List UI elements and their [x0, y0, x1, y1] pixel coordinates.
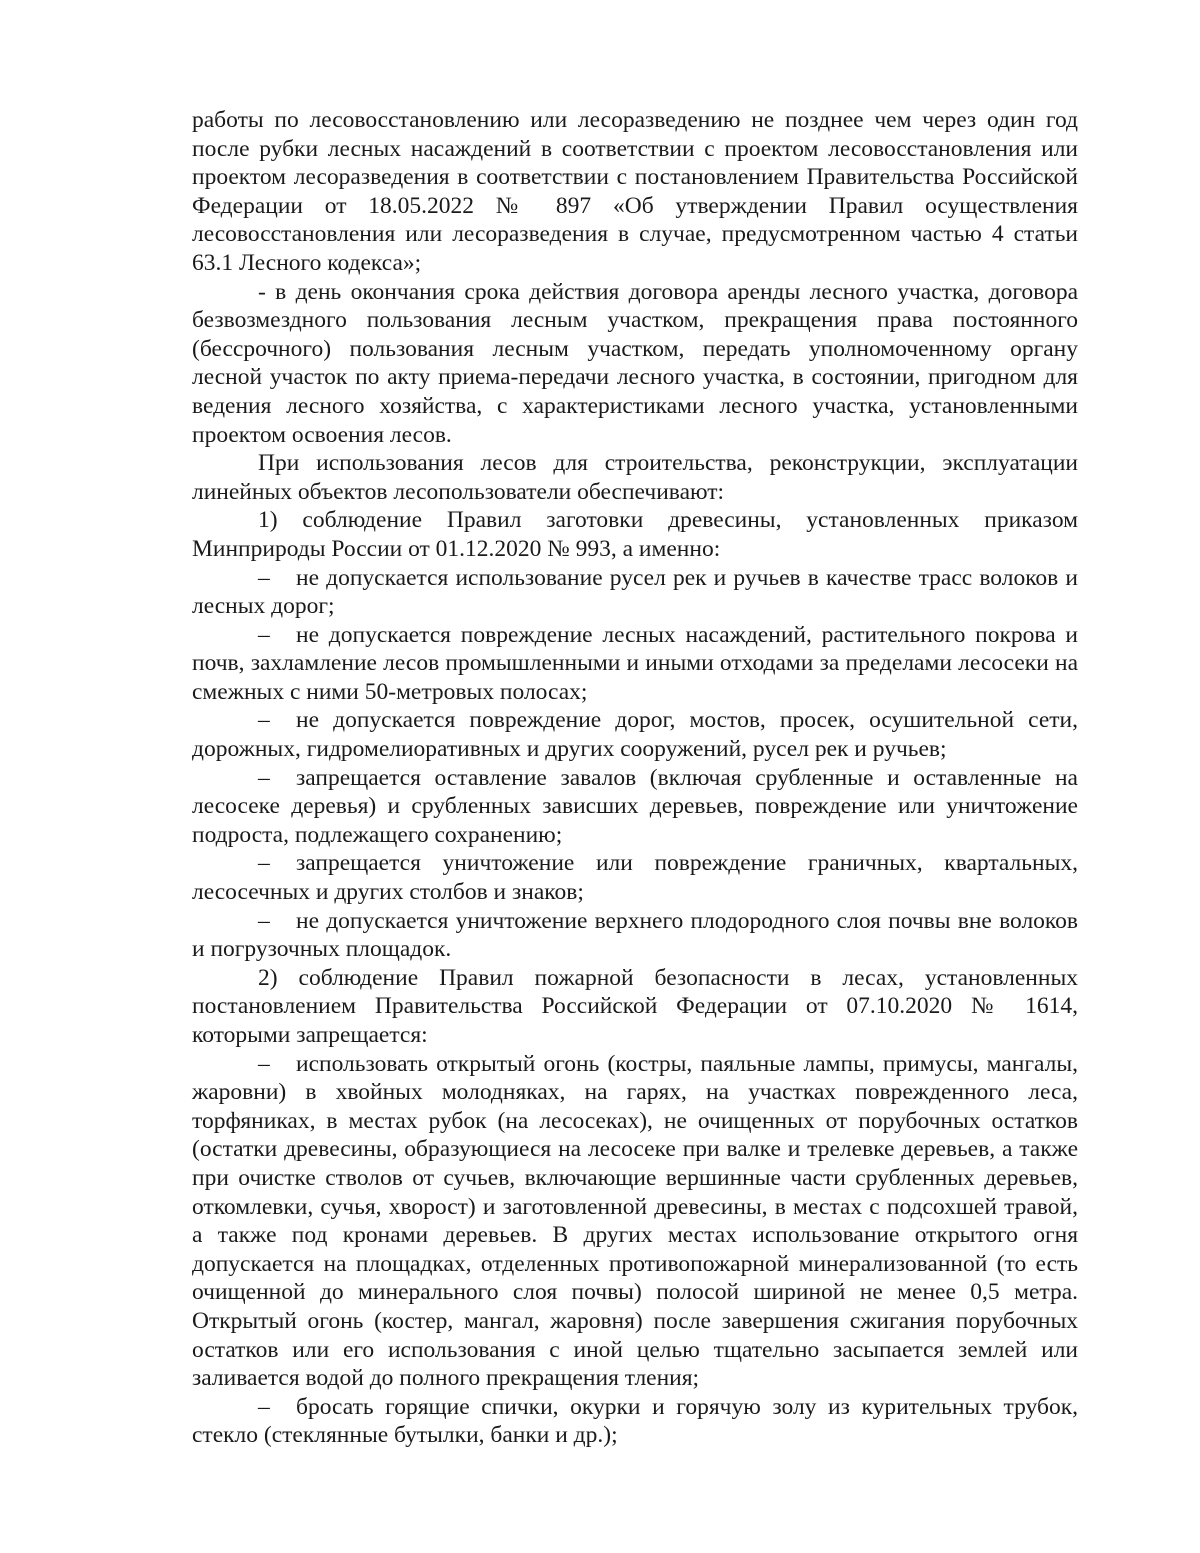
- list-item-text: не допускается использование русел рек и ручьев в качестве трасс волоков и лесных дорог;: [192, 564, 1078, 620]
- list-item-text: не допускается повреждение дорог, мостов, просек, осушительной сети, дорожных, гидромелиоративных и других сооружений, русел рек и ручьев;: [192, 707, 1078, 763]
- dash-marker: –: [258, 1050, 270, 1077]
- list-item: [192, 849, 1078, 906]
- dash-marker: –: [258, 850, 270, 877]
- dash-marker: –: [258, 707, 270, 734]
- dash-marker: –: [258, 907, 270, 934]
- paragraph-linear-objects: При использования лесов для строительства, реконструкции, эксплуатации линейных объектов лесопользователи обеспечивают:: [192, 450, 1078, 505]
- dash-marker: –: [258, 764, 270, 791]
- list-item: [192, 706, 1078, 763]
- list-item-text: не допускается повреждение лесных насаждений, растительного покрова и почв, захламление лесов промышленными и иными отходами за пределами лесосеки на смежных с ними 50-метровых полосах;: [192, 621, 1078, 705]
- list-item-text: использовать открытый огонь (костры, паяльные лампы, примусы, мангалы, жаровни) в хвойных молодняках, на гарях, на участках поврежденного леса, торфяниках, в местах рубок (на лесосеках), не очищенных от порубочных остатков (остатки древесины, образующиеся на лесосеке при валке и трелевке деревьев, а также при очистке стволов от сучьев, включающие вершинные части срубленных деревьев, откомлевки, сучья, хворост) и заготовленной древесины, в местах с подсохшей травой, а также под кронами деревьев. В других местах использование открытого огня допускается на площадках, отделенных противопожарной минерализованной (то есть очищенной до минерального слоя почвы) полосой шириной не менее 0,5 метра. Открытый огонь (костер, мангал, жаровня) после завершения сжигания порубочных остатков или его использования с иной целью тщательно засыпается землей или заливается водой до полного прекращения тления;: [192, 1050, 1078, 1392]
- list-item-text: бросать горящие спички, окурки и горячую золу из курительных трубок, стекло (стеклянные бутылки, банки и др.);: [192, 1393, 1078, 1449]
- list-item: [192, 1393, 1078, 1450]
- paragraph-continuation: работы по лесовосстановлению или лесоразведению не позднее чем через один год после рубки лесных насаждений в соответствии с проектом лесовосстановления или проектом лесоразведения в соответствии с постановлением Правительства Российской Федерации от 18.05.2022 № 897 «Об утверждении Правил осуществления лесовосстановления или лесоразведения в случае, предусмотренном частью 4 статьи 63.1 Лесного кодекса»;: [192, 107, 1078, 276]
- paragraph-rule-1: 1) соблюдение Правил заготовки древесины, установленных приказом Минприроды России от 01.12.2020 № 993, а именно:: [192, 507, 1078, 562]
- list-item: [192, 564, 1078, 621]
- paragraph-lease-end: - в день окончания срока действия договора аренды лесного участка, договора безвозмездного пользования лесным участком, прекращения права постоянного (бессрочного) пользования лесным участком, передать уполномоченному органу лесной участок по акту приема-передачи лесного участка, в состоянии, пригодном для ведения лесного хозяйства, с характеристиками лесного участка, установленными проектом освоения лесов.: [192, 278, 1078, 448]
- list-item-text: не допускается уничтожение верхнего плодородного слоя почвы вне волоков и погрузочных площадок.: [192, 907, 1078, 963]
- dash-marker: –: [258, 621, 270, 648]
- dash-marker: –: [258, 564, 270, 591]
- list-item-text: запрещается оставление завалов (включая срубленные и оставленные на лесосеке деревья) и срубленных зависших деревьев, повреждение или уничтожение подроста, подлежащего сохранению;: [192, 764, 1078, 848]
- list-item: [192, 621, 1078, 707]
- document-body: [192, 106, 1078, 1450]
- list-item-text: запрещается уничтожение или повреждение граничных, квартальных, лесосечных и других столбов и знаков;: [192, 850, 1078, 906]
- list-item: [192, 764, 1078, 850]
- paragraph-rule-2: 2) соблюдение Правил пожарной безопасности в лесах, установленных постановлением Правительства Российской Федерации от 07.10.2020 № 1614, которыми запрещается:: [192, 964, 1078, 1048]
- list-item: [192, 907, 1078, 964]
- dash-marker: –: [258, 1393, 270, 1420]
- list-item: [192, 1050, 1078, 1393]
